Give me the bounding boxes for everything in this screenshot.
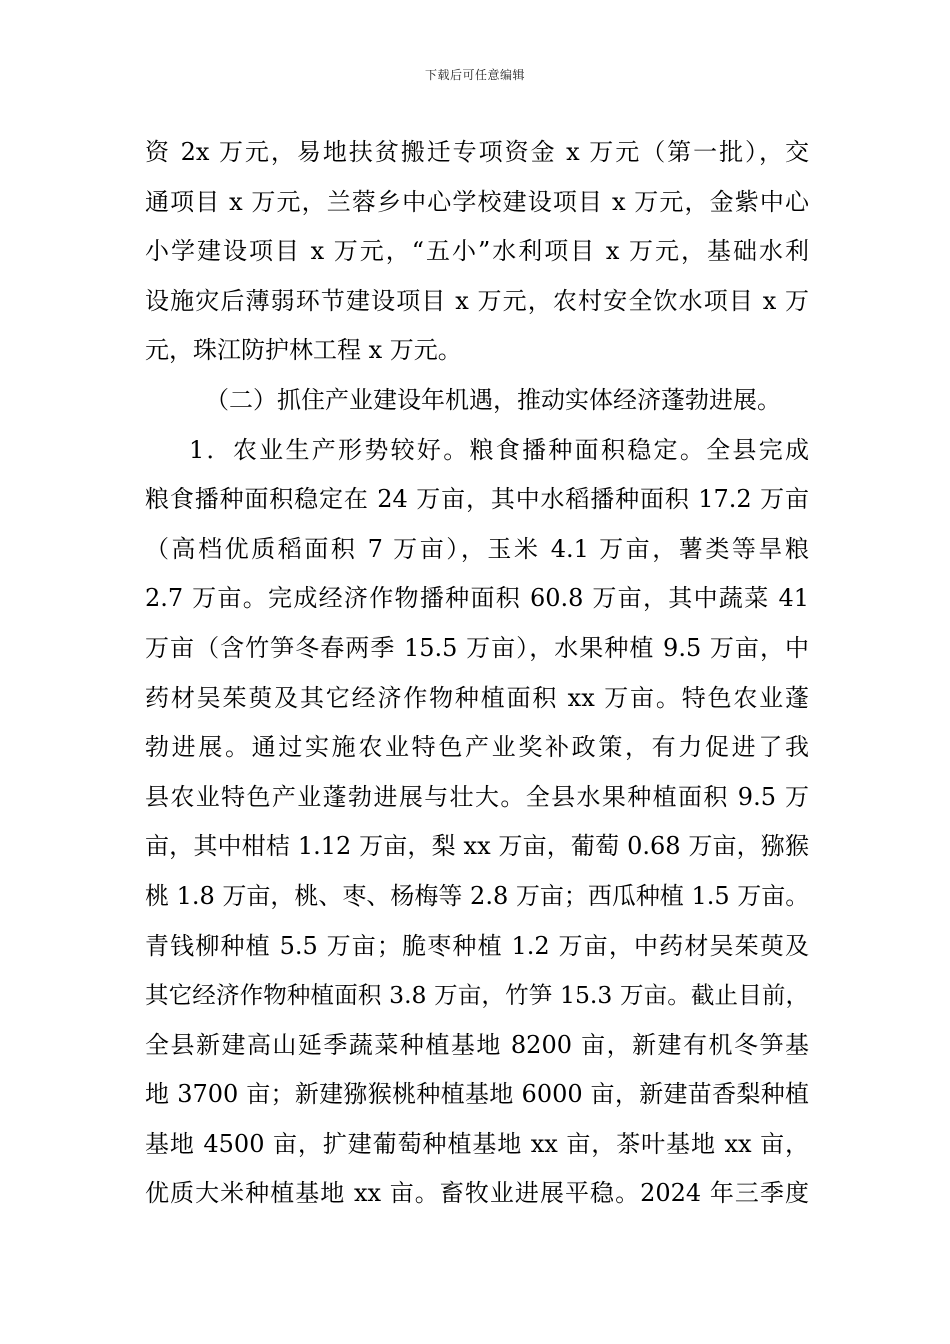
paragraph-line: 1．农业生产形势较好。粮食播种面积稳定。全县完成 [189,435,809,464]
paragraph-line: 元，珠江防护林工程 x 万元。 [145,336,462,365]
paragraph-line: （高档优质稻面积 7 万亩），玉米 4.1 万亩，薯类等旱粮 [145,534,809,563]
page-header: 下载后可任意编辑 [424,68,525,82]
paragraph-line: 优质大米种植基地 xx 亩。畜牧业进展平稳。2024 年三季度 [145,1179,809,1208]
document-body [145,128,809,1219]
paragraph-line: 2.7 万亩。完成经济作物播种面积 60.8 万亩，其中蔬菜 41 [145,584,809,613]
paragraph-line: 亩，其中柑桔 1.12 万亩，梨 xx 万亩，葡萄 0.68 万亩，猕猴 [145,832,809,861]
paragraph-line: 小学建设项目 x 万元，“五小”水利项目 x 万元，基础水利 [145,237,809,266]
section-heading: （二）抓住产业建设年机遇，推动实体经济蓬勃进展。 [205,385,781,414]
paragraph-line: 设施灾后薄弱环节建设项目 x 万元，农村安全饮水项目 x 万 [145,286,809,315]
paragraph-line: 万亩（含竹笋冬春两季 15.5 万亩），水果种植 9.5 万亩，中 [145,633,809,662]
paragraph-line: 资 2x 万元，易地扶贫搬迁专项资金 x 万元（第一批），交 [145,138,809,166]
paragraph-line: 地 3700 亩；新建猕猴桃种植基地 6000 亩，新建苗香梨种植 [145,1080,809,1109]
paragraph-line: 青钱柳种植 5.5 万亩；脆枣种植 1.2 万亩，中药材吴茱萸及 [145,931,809,960]
paragraph-line: 县农业特色产业蓬勃进展与壮大。全县水果种植面积 9.5 万 [145,782,809,811]
paragraph-line: 勃进展。通过实施农业特色产业奖补政策，有力促进了我 [145,733,809,762]
paragraph-line: 粮食播种面积稳定在 24 万亩，其中水稻播种面积 17.2 万亩 [145,485,809,514]
paragraph-line: 通项目 x 万元，兰蓉乡中心学校建设项目 x 万元，金紫中心 [145,187,809,216]
paragraph-line: 全县新建高山延季蔬菜种植基地 8200 亩，新建有机冬笋基 [145,1030,809,1059]
paragraph-line: 其它经济作物种植面积 3.8 万亩，竹笋 15.3 万亩。截止目前， [145,981,809,1010]
paragraph-line: 药材吴茱萸及其它经济作物种植面积 xx 万亩。特色农业蓬 [145,683,809,712]
paragraph-line: 桃 1.8 万亩，桃、枣、杨梅等 2.8 万亩；西瓜种植 1.5 万亩。 [145,881,810,910]
paragraph-line: 基地 4500 亩，扩建葡萄种植基地 xx 亩，茶叶基地 xx 亩， [145,1129,809,1158]
